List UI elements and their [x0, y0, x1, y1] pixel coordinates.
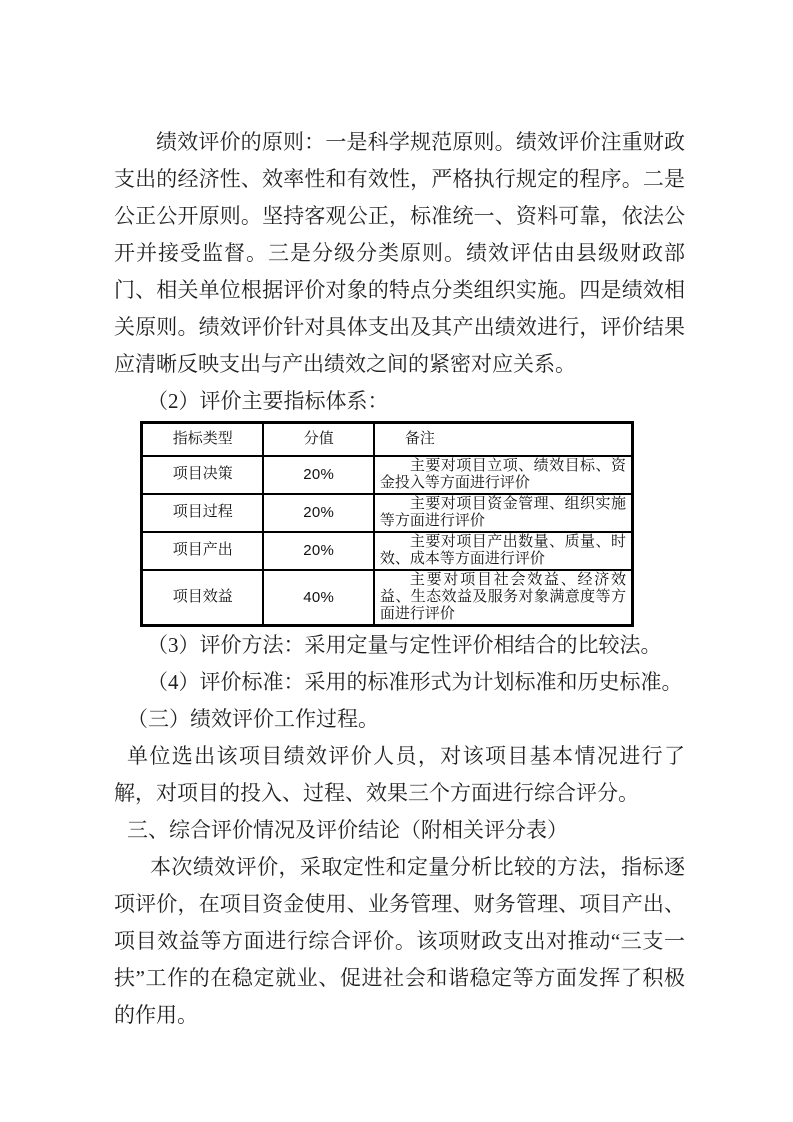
- column-header-score: 分值: [263, 423, 373, 456]
- cell-category: 项目决策: [142, 456, 264, 494]
- table-row-project-process: [142, 494, 633, 532]
- cell-category: 项目过程: [142, 494, 264, 532]
- table-row-project-benefit: [142, 570, 633, 626]
- cell-remark: 主要对项目资金管理、组织实施等方面进行评价: [374, 494, 633, 532]
- column-header-remark: 备注: [374, 423, 633, 456]
- table-row-project-decision: [142, 456, 633, 494]
- paragraph-evaluation-principles: 绩效评价的原则：一是科学规范原则。绩效评价注重财政支出的经济性、效率性和有效性，严格执行规定的程序。二是公正公开原则。坚持客观公正，标准统一、资料可靠，依法公开并接受监督。三是分级分类原则。绩效评估由县级财政部门、相关单位根据评价对象的特点分类组织实施。四是绩效相关原则。绩效评价针对具体支出及其产出绩效进行，评价结果应清晰反映支出与产出绩效之间的紧密对应关系。: [114, 130, 685, 376]
- cell-score: 20%: [263, 532, 373, 570]
- cell-score: 40%: [263, 570, 373, 626]
- column-header-indicator-type: 指标类型: [142, 423, 264, 456]
- paragraph-evaluation-method: （3）评价方法：采用定量与定性评价相结合的比较法。: [147, 632, 662, 657]
- cell-remark: 主要对项目产出数量、质量、时效、成本等方面进行评价: [374, 532, 633, 570]
- cell-remark: 主要对项目立项、绩效目标、资金投入等方面进行评价: [374, 456, 633, 494]
- indicator-table-header-row: [142, 423, 633, 456]
- cell-category: 项目效益: [142, 570, 264, 626]
- heading-comprehensive-conclusion: 三、综合评价情况及评价结论（附相关评分表）: [127, 817, 568, 842]
- heading-work-process: （三）绩效评价工作过程。: [127, 706, 379, 731]
- table-row-project-output: [142, 532, 633, 570]
- cell-category: 项目产出: [142, 532, 264, 570]
- heading-indicator-system: （2）评价主要指标体系：: [147, 389, 389, 413]
- cell-score: 20%: [263, 494, 373, 532]
- paragraph-evaluation-standard: （4）评价标准：采用的标准形式为计划标准和历史标准。: [147, 669, 683, 694]
- indicator-table: [140, 421, 634, 627]
- paragraph-work-process: 单位选出该项目绩效评价人员，对该项目基本情况进行了解，对项目的投入、过程、效果三个方面进行综合评分。: [114, 743, 685, 805]
- cell-remark: 主要对项目社会效益、经济效益、生态效益及服务对象满意度等方面进行评价: [374, 570, 633, 626]
- paragraph-comprehensive-conclusion: 本次绩效评价，采取定性和定量分析比较的方法，指标逐项评价，在项目资金使用、业务管理、财务管理、项目产出、项目效益等方面进行综合评价。该项财政支出对推动“三支一扶”工作的在稳定就业、促进社会和谐稳定等方面发挥了积极的作用。: [114, 854, 685, 1027]
- cell-score: 20%: [263, 456, 373, 494]
